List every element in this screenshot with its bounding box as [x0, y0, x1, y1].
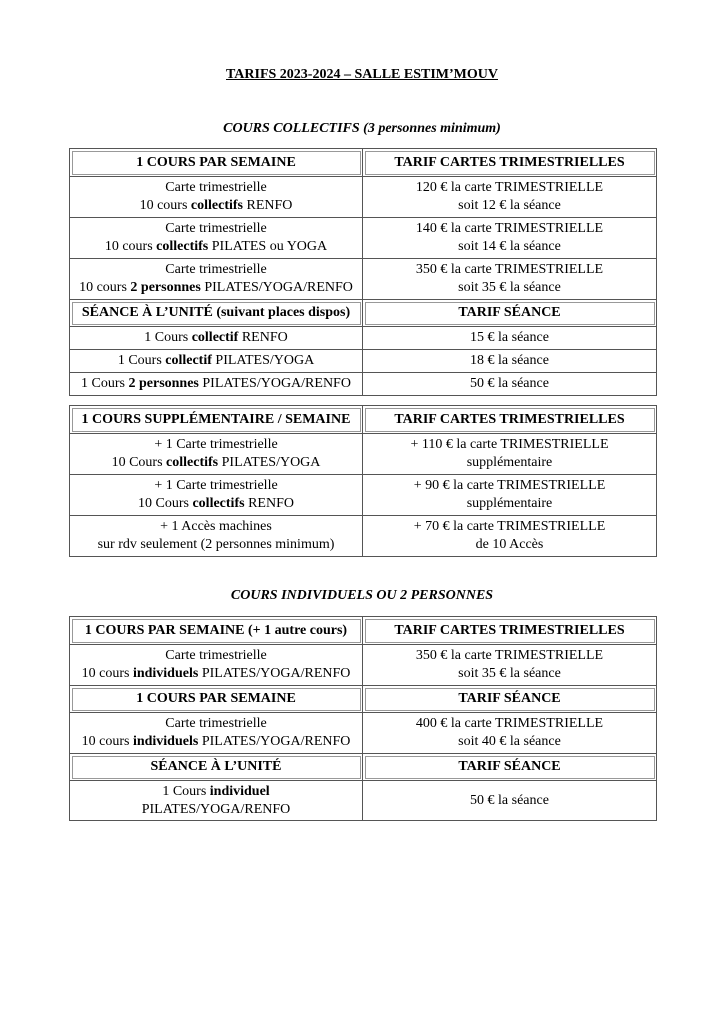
header-cell: SÉANCE À L’UNITÉ: [70, 754, 363, 781]
offer-cell: + 1 Accès machines sur rdv seulement (2 personnes minimum): [70, 516, 363, 557]
header-cell: 1 COURS PAR SEMAINE (+ 1 autre cours): [70, 617, 363, 645]
table-header-row: [70, 406, 657, 434]
offer-cell: Carte trimestrielle 10 cours collectifs PILATES ou YOGA: [70, 218, 363, 259]
table-row: [70, 218, 657, 259]
section-heading-individuels: COURS INDIVIDUELS OU 2 PERSONNES: [230, 588, 494, 603]
table-header-row: [70, 149, 657, 177]
offer-cell: 1 Cours 2 personnes PILATES/YOGA/RENFO: [70, 373, 363, 396]
header-cell: 1 COURS PAR SEMAINE: [70, 686, 363, 713]
header-cell: TARIF CARTES TRIMESTRIELLES: [363, 149, 657, 177]
table-header-row: [70, 686, 657, 713]
price-cell: 120 € la carte TRIMESTRIELLE soit 12 € la séance: [363, 177, 657, 218]
table-row: [70, 434, 657, 475]
price-cell: 400 € la carte TRIMESTRIELLE soit 40 € la séance: [363, 713, 657, 754]
table-row: [70, 781, 657, 821]
price-cell: + 110 € la carte TRIMESTRIELLE supplémentaire: [363, 434, 657, 475]
table-row: [70, 177, 657, 218]
table-row: [70, 259, 657, 300]
table-row: [70, 516, 657, 557]
table-row: [70, 350, 657, 373]
table-header-row: [70, 617, 657, 645]
table-row: [70, 713, 657, 754]
price-cell: 50 € la séance: [363, 781, 657, 821]
offer-cell: Carte trimestrielle 10 cours individuels PILATES/YOGA/RENFO: [70, 713, 363, 754]
price-cell: 18 € la séance: [363, 350, 657, 373]
table-header-row: [70, 300, 657, 327]
offer-cell: + 1 Carte trimestrielle 10 Cours collectifs PILATES/YOGA: [70, 434, 363, 475]
price-cell: 15 € la séance: [363, 327, 657, 350]
section-heading-collectifs: COURS COLLECTIFS (3 personnes minimum): [223, 121, 501, 136]
header-cell: TARIF SÉANCE: [363, 300, 657, 327]
offer-cell: + 1 Carte trimestrielle 10 Cours collectifs RENFO: [70, 475, 363, 516]
price-cell: + 90 € la carte TRIMESTRIELLE supplémentaire: [363, 475, 657, 516]
price-cell: 350 € la carte TRIMESTRIELLE soit 35 € la séance: [363, 259, 657, 300]
price-cell: 350 € la carte TRIMESTRIELLE soit 35 € la séance: [363, 645, 657, 686]
header-cell: 1 COURS PAR SEMAINE: [70, 149, 363, 177]
header-cell: 1 COURS SUPPLÉMENTAIRE / SEMAINE: [70, 406, 363, 434]
header-cell: TARIF CARTES TRIMESTRIELLES: [363, 617, 657, 645]
document-title: TARIFS 2023-2024 – SALLE ESTIM’MOUV: [226, 67, 498, 82]
table-row: [70, 475, 657, 516]
header-cell: TARIF SÉANCE: [363, 754, 657, 781]
offer-cell: 1 Cours collectif RENFO: [70, 327, 363, 350]
table-individuels: [69, 616, 657, 821]
header-cell: SÉANCE À L’UNITÉ (suivant places dispos): [70, 300, 363, 327]
offer-cell: Carte trimestrielle 10 cours individuels PILATES/YOGA/RENFO: [70, 645, 363, 686]
offer-cell: Carte trimestrielle 10 cours collectifs RENFO: [70, 177, 363, 218]
header-cell: TARIF SÉANCE: [363, 686, 657, 713]
table-row: [70, 327, 657, 350]
offer-cell: 1 Cours collectif PILATES/YOGA: [70, 350, 363, 373]
header-cell: TARIF CARTES TRIMESTRIELLES: [363, 406, 657, 434]
price-cell: 140 € la carte TRIMESTRIELLE soit 14 € la séance: [363, 218, 657, 259]
table-collectifs: [69, 148, 657, 396]
table-supplementaire: [69, 405, 657, 557]
table-row: [70, 645, 657, 686]
table-header-row: [70, 754, 657, 781]
offer-cell: 1 Cours individuel PILATES/YOGA/RENFO: [70, 781, 363, 821]
price-cell: 50 € la séance: [363, 373, 657, 396]
table-row: [70, 373, 657, 396]
offer-cell: Carte trimestrielle 10 cours 2 personnes PILATES/YOGA/RENFO: [70, 259, 363, 300]
price-cell: + 70 € la carte TRIMESTRIELLE de 10 Accès: [363, 516, 657, 557]
